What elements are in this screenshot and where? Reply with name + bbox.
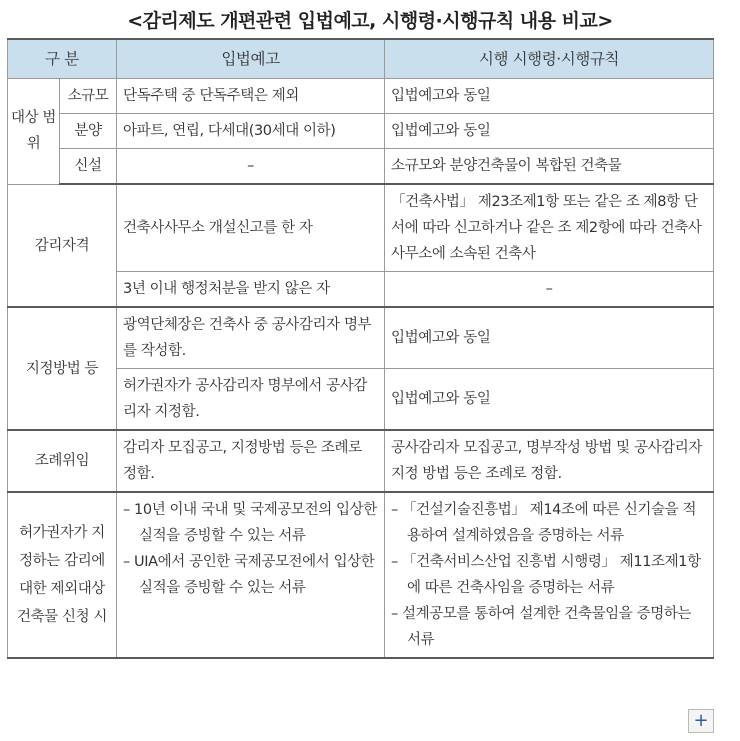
qualification-label: 감리자격	[8, 184, 117, 307]
designation-legislative: 광역단체장은 건축사 중 공사감리자 명부를 작성함.	[117, 307, 385, 369]
comparison-table	[7, 38, 714, 659]
table-row	[8, 492, 714, 658]
scope-legislative: 단독주택 중 단독주택은 제외	[117, 79, 385, 114]
qualification-enforcement: 「건축사법」 제23조제1항 또는 같은 조 제8항 단서에 따라 신고하거나 같은 조 제2항에 따라 건축사사무소에 소속된 건축사	[385, 184, 714, 272]
header-category: 구 분	[8, 39, 117, 79]
table-row	[8, 149, 714, 185]
exclusion-legislative	[117, 492, 385, 658]
list-item: – 10년 이내 국내 및 국제공모전의 입상한 실적을 증빙할 수 있는 서류	[123, 502, 377, 544]
exclusion-label: 허가권자가 지정하는 감리에 대한 제외대상 건축물 신청 시	[8, 492, 117, 658]
qualification-legislative: 3년 이내 행정처분을 받지 않은 자	[117, 272, 385, 308]
table-row	[8, 430, 714, 492]
page-title: <감리제도 개편관련 입법예고, 시행령·시행규칙 내용 비교>	[127, 10, 613, 32]
designation-enforcement: 입법예고와 동일	[385, 307, 714, 369]
scope-sub-label: 신설	[60, 149, 117, 185]
scope-legislative: 아파트, 연립, 다세대(30세대 이하)	[117, 114, 385, 149]
table-row	[8, 184, 714, 272]
table-row	[8, 79, 714, 114]
scope-enforcement: 입법예고와 동일	[385, 79, 714, 114]
ordinance-legislative: 감리자 모집공고, 지정방법 등은 조례로 정함.	[117, 430, 385, 492]
scope-enforcement: 입법예고와 동일	[385, 114, 714, 149]
designation-label: 지정방법 등	[8, 307, 117, 430]
list-item: – 설계공모를 통하여 설계한 건축물임을 증명하는 서류	[391, 606, 692, 648]
table-row	[8, 307, 714, 369]
designation-enforcement: 입법예고와 동일	[385, 369, 714, 431]
header-row	[8, 39, 714, 79]
header-legislative: 입법예고	[117, 39, 385, 79]
list-item: – 「건설기술진흥법」 제14조에 따른 신기술을 적용하여 설계하였음을 증명하는 서류	[391, 502, 697, 544]
list-item: – UIA에서 공인한 국제공모전에서 입상한 실적을 증빙할 수 있는 서류	[123, 554, 375, 596]
ordinance-enforcement: 공사감리자 모집공고, 명부작성 방법 및 공사감리자 지정 방법 등은 조례로 정함.	[385, 430, 714, 492]
ordinance-label: 조례위임	[8, 430, 117, 492]
designation-legislative: 허가권자가 공사감리자 명부에서 공사감리자 지정함.	[117, 369, 385, 431]
qualification-legislative: 건축사사무소 개설신고를 한 자	[117, 184, 385, 272]
table-row	[8, 114, 714, 149]
scope-sub-label: 소규모	[60, 79, 117, 114]
header-enforcement: 시행 시행령·시행규칙	[385, 39, 714, 79]
scope-sub-label: 분양	[60, 114, 117, 149]
list-item: – 「건축서비스산업 진흥법 시행령」 제11조제1항에 따른 건축사임을 증명하는 서류	[391, 554, 701, 596]
exclusion-enforcement	[385, 492, 714, 658]
scope-label: 대상 범위	[8, 79, 60, 185]
scope-legislative: –	[117, 149, 385, 185]
expand-button[interactable]: +	[688, 709, 714, 733]
qualification-enforcement: –	[385, 272, 714, 308]
scope-enforcement: 소규모와 분양건축물이 복합된 건축물	[385, 149, 714, 185]
